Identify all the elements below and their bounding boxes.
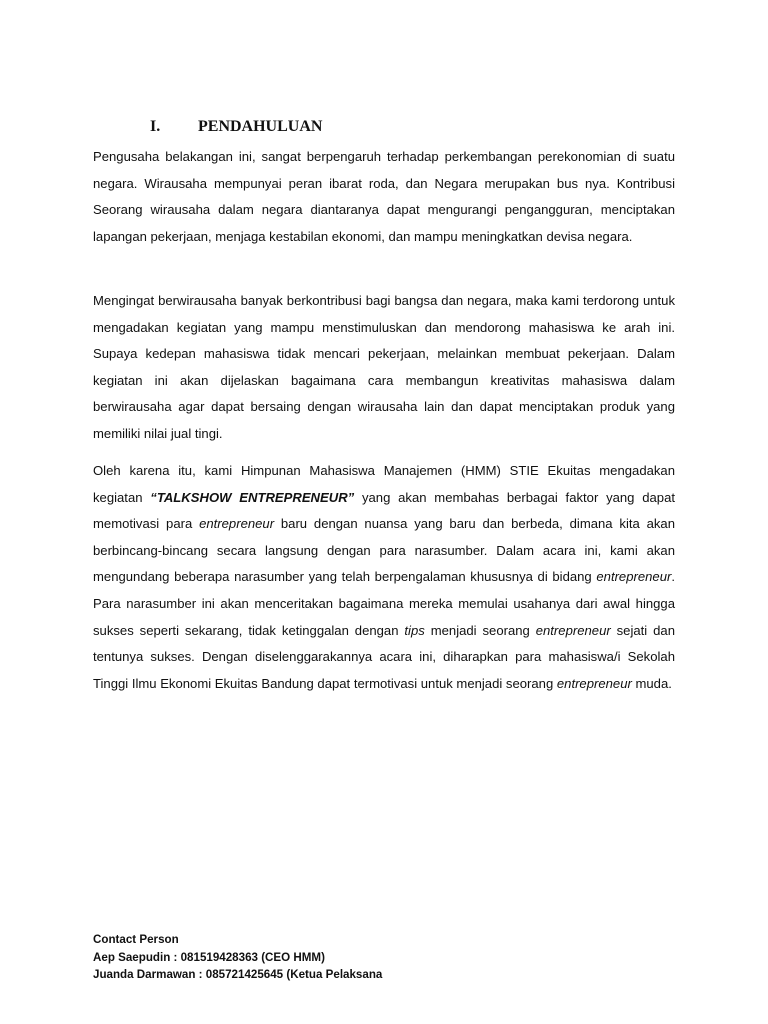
paragraph-text: muda. <box>631 675 672 691</box>
italic-term: entrepreneur <box>596 569 672 585</box>
contact-line-ceo: Aep Saepudin : 081519428363 (CEO HMM) <box>93 950 325 964</box>
contact-block <box>93 931 382 984</box>
paragraph-text: baru dengan nuansa yang baru dan berbeda, dimana kita akan berbincang-bincang secara langsung dengan para narasumber. Dalam acara ini, kami akan mengundang beberapa narasumber yang telah berpengalaman khususnya di bidang <box>93 516 675 585</box>
paragraph-motivation: Mengingat berwirausaha banyak berkontribusi bagi bangsa dan negara, maka kami terdorong untuk mengadakan kegiatan yang mampu menstimuluskan dan mendorong mahasiswa ke arah ini. Supaya kedepan mahasiswa tidak mencari pekerjaan, melainkan membuat pekerjaan. Dalam kegiatan ini akan dijelaskan bagaimana cara membangun kreativitas mahasiswa dalam berwirausaha agar dapat bersaing dengan wirausaha lain dan dapat menciptakan produk yang memiliki nilai jual tingi. <box>93 293 675 441</box>
paragraph-text: Oleh karena itu, kami Himpunan Mahasiswa Manajemen (HMM) STIE Ekuitas mengadakan kegiatan <box>93 463 675 505</box>
italic-term: entrepreneur <box>199 516 275 532</box>
italic-term: entrepreneur <box>556 675 632 691</box>
italic-term: entrepreneur <box>535 622 611 638</box>
section-number: I. <box>150 118 161 135</box>
paragraph-text: yang akan membahas berbagai faktor yang dapat memotivasi para <box>93 489 675 532</box>
section-title: PENDAHULUAN <box>198 118 323 135</box>
paragraph-text: menjadi seorang <box>424 622 536 638</box>
paragraph-text: sejati dan tentunya sukses. Dengan diselenggarakannya acara ini, diharapkan para mahasiswa/i Sekolah Tinggi Ilmu Ekonomi Ekuitas Bandung dapat termotivasi untuk menjadi seorang <box>93 622 675 691</box>
paragraph-event-description <box>93 458 675 697</box>
contact-line-chair: Juanda Darmawan : 085721425645 (Ketua Pelaksana <box>93 968 383 982</box>
paragraph-introduction: Pengusaha belakangan ini, sangat berpengaruh terhadap perkembangan perekonomian di suatu negara. Wirausaha mempunyai peran ibarat roda, dan Negara merupakan bus nya. Kontribusi Seorang wirausaha dalam negara diantaranya dapat mengurangi pengangguran, menciptakan lapangan pekerjaan, menjaga kestabilan ekonomi, dan mampu meningkatkan devisa negara. <box>93 149 675 244</box>
italic-term: tips <box>404 622 425 638</box>
contact-label: Contact Person <box>93 933 179 946</box>
event-name: “TALKSHOW ENTREPRENEUR” <box>150 489 355 505</box>
section-heading <box>150 118 322 136</box>
paragraph-text: . Para narasumber ini akan menceritakan bagaimana mereka memulai usahanya dari awal hingga sukses seperti sekarang, tidak ketinggalan dengan <box>93 569 675 638</box>
